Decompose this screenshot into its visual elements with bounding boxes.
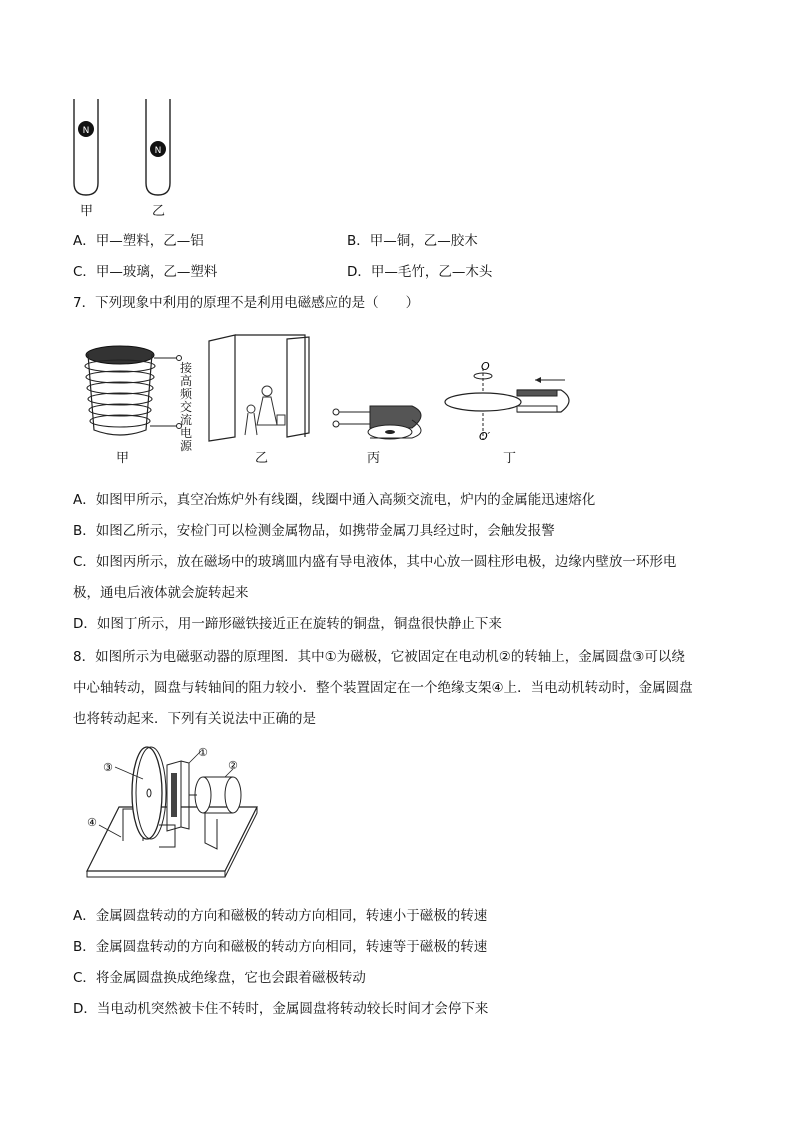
part-label-support: ④ <box>87 816 97 829</box>
fig7-label-bing: 丙 <box>367 451 381 466</box>
magnet-icon <box>150 141 166 157</box>
electromagnetic-drive-figure <box>85 745 275 880</box>
magnet-label-2: N <box>154 146 162 156</box>
q7-option-c-cont: 极，通电后液体就会旋转起来 <box>73 585 249 601</box>
q6-test-tubes-figure <box>60 95 190 205</box>
q6-option-d: D．甲—毛竹，乙—木头 <box>347 264 493 280</box>
q8-stem-line3: 也将转动起来．下列有关说法中正确的是 <box>73 711 316 727</box>
q8-stem-line2: 中心轴转动，圆盘与转轴间的阻力较小．整个装置固定在一个绝缘支架④上．当电动机转动时，金属圆盘 <box>73 680 693 696</box>
part-label-motor: ② <box>228 759 238 772</box>
q8-option-d: D．当电动机突然被卡住不转时，金属圆盘将转动较长时间才会停下来 <box>73 1001 489 1017</box>
q7-option-d: D．如图丁所示，用一蹄形磁铁接近正在旋转的铜盘，铜盘很快静止下来 <box>73 616 502 632</box>
tube-label-jia: 甲 <box>80 204 94 219</box>
q6-option-c: C．甲—玻璃，乙—塑料 <box>73 264 218 280</box>
part-label-magnet: ① <box>198 746 208 759</box>
axis-label-top: O <box>481 360 490 373</box>
q7-stem: 7．下列现象中利用的原理不是利用电磁感应的是（ ） <box>73 295 420 311</box>
tube-label-yi: 乙 <box>152 204 166 219</box>
q6-option-b: B．甲—铜，乙—胶木 <box>347 233 478 249</box>
q7-option-b: B．如图乙所示，安检门可以检测金属物品，如携带金属刀具经过时，会触发报警 <box>73 523 555 539</box>
q8-stem-line1: 8．如图所示为电磁驱动器的原理图．其中①为磁极，它被固定在电动机②的转轴上，金属圆盘③可以绕 <box>73 649 685 665</box>
person-icon <box>245 386 285 435</box>
security-gate-figure <box>205 333 320 443</box>
fig7-label-yi: 乙 <box>255 451 269 466</box>
q7-option-c: C．如图丙所示，放在磁场中的玻璃皿内盛有导电液体，其中心放一圆柱形电极，边缘内壁放一环形电 <box>73 554 677 570</box>
q8-option-a: A．金属圆盘转动的方向和磁极的转动方向相同，转速小于磁极的转速 <box>73 908 488 924</box>
coil-power-note: 接 高 频 交 流 电 源 <box>180 361 193 453</box>
q6-option-a: A．甲—塑料，乙—铝 <box>73 233 204 249</box>
fig7-label-ding: 丁 <box>503 451 517 466</box>
fig7-label-jia: 甲 <box>116 451 130 466</box>
magnet-label-1: N <box>82 126 90 136</box>
q8-option-c: C．将金属圆盘换成绝缘盘，它也会跟着磁极转动 <box>73 970 366 986</box>
q8-option-b: B．金属圆盘转动的方向和磁极的转动方向相同，转速等于磁极的转速 <box>73 939 488 955</box>
axis-label-bottom: O′ <box>479 430 491 443</box>
rotating-liquid-figure <box>330 398 440 448</box>
magnet-icon <box>78 121 94 137</box>
copper-disk-figure <box>465 360 590 445</box>
q7-option-a: A．如图甲所示，真空冶炼炉外有线圈，线圈中通入高频交流电，炉内的金属能迅速熔化 <box>73 492 596 508</box>
part-label-disk: ③ <box>103 761 113 774</box>
arrow-left-icon <box>535 377 541 383</box>
